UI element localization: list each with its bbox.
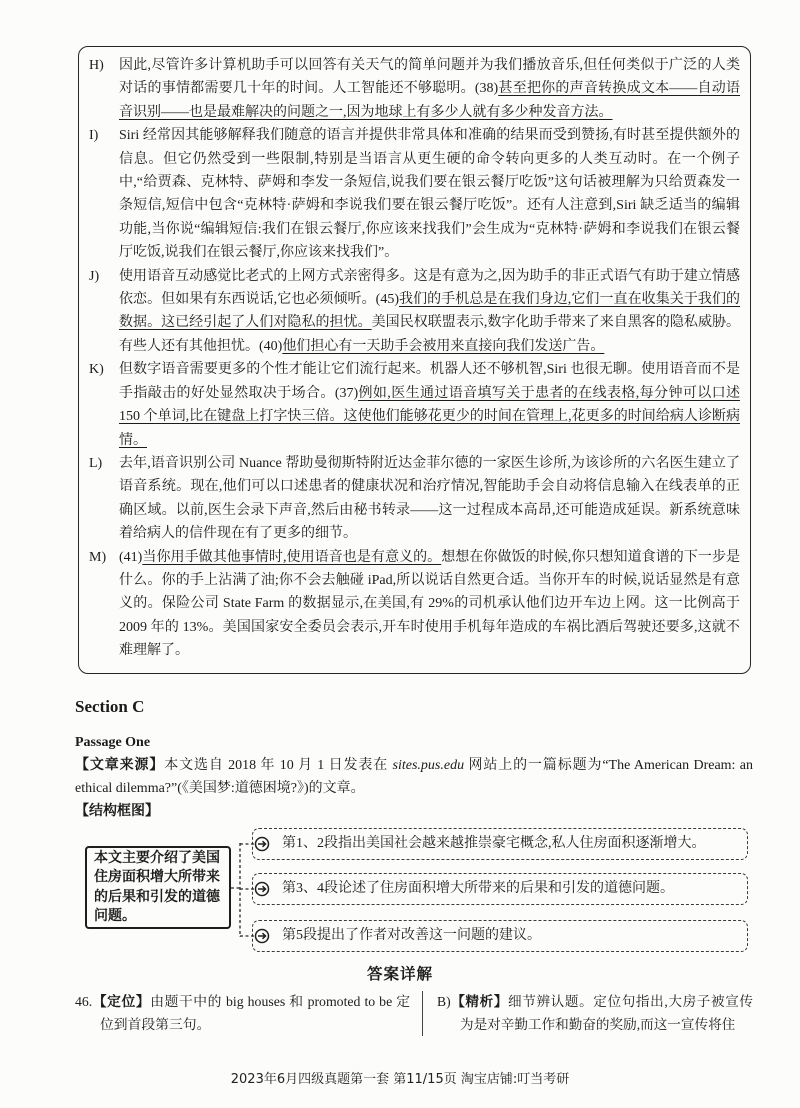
paragraph-text bbox=[119, 265, 740, 359]
passage-title: Passage One bbox=[75, 735, 151, 750]
paragraph-text bbox=[119, 54, 740, 124]
text-segment: (41) bbox=[119, 549, 143, 565]
structure-summary-box: 本文主要介绍了美国住房面积增大所带来的后果和引发的道德问题。 bbox=[85, 846, 231, 929]
text-segment: 使用语音互动感觉比老式的上网方式亲密得多。这是有意为之,因为助手的非正式语气有助于建立情感依恋。但如果有东西说话,它也必须倾听。(45) bbox=[119, 268, 740, 308]
text-segment: 因此,尽管许多计算机助手可以回答有关天气的简单问题并为我们播放音乐,但任何类似于广泛的人类对话的事情都需要几十年的时间。人工智能还不够聪明。(38) bbox=[119, 58, 740, 97]
page-footer: 2023年6月四级真题第一套 第11/15页 淘宝店铺:叮当考研 bbox=[230, 1072, 570, 1087]
answer-letter: B) bbox=[437, 994, 451, 1009]
text-segment: 去年,语音识别公司 Nuance 帮助曼彻斯特附近达金菲尔德的一家医生诊所,为该诊所的六名医生建立了语音系统。现在,他们可以口述患者的健康状况和治疗情况,智能助手会自动将信息输入在线表单的正确区域。以前,医生会录下声音,然后由秘书转录——这一过程成本高昂,还可能造成延误。新系统意味着给病人的信件现在有了更多的细节。 bbox=[119, 455, 740, 542]
paragraph-k bbox=[89, 358, 740, 452]
paragraph-l bbox=[89, 452, 740, 546]
structure-point-3: 第5段提出了作者对改善这一问题的建议。 bbox=[252, 920, 748, 952]
section-title: Section C bbox=[75, 697, 145, 716]
paragraph-label: L) bbox=[89, 455, 103, 471]
paragraph-text bbox=[119, 124, 740, 264]
paragraph-text bbox=[119, 358, 740, 452]
structure-point-2: 第3、4段论述了住房面积增大所带来的后果和引发的道德问题。 bbox=[252, 873, 748, 905]
analysis-tag: 【精析】 bbox=[450, 994, 509, 1009]
structure-point-1: 第1、2段指出美国社会越来越推崇豪宅概念,私人住房面积逐渐增大。 bbox=[252, 828, 748, 860]
passage-box bbox=[78, 46, 751, 674]
underlined-sentence: 他们担心有一天助手会被用来直接向我们发送广告。 bbox=[282, 338, 605, 354]
structure-heading: 【结构框图】 bbox=[75, 804, 159, 819]
locate-tag: 【定位】 bbox=[92, 994, 151, 1009]
arrow-circle-icon bbox=[256, 883, 269, 896]
paragraph-text bbox=[119, 452, 740, 546]
text-segment: 想想在你做饭的时候,你只想知道食谱的下一步是什么。你的手上沾满了油;你不会去触碰 iPad,所以说话自然更合适。当你开车的时候,说话显然是有意义的。保险公司 State Farm 的数据显示,在美国,有 29%的司机承认他们边开车边上网。这一比例高于 2009 年的 13%。美国国家安全委员会表示,开车时使用手机每年造成的车祸比酒后驾驶还要多,这就不难理解了。 bbox=[119, 549, 741, 659]
paragraph-label: J) bbox=[89, 268, 100, 284]
structure-connector bbox=[225, 820, 275, 960]
source-text: 本文选自 2018 年 10 月 1 日发表在 bbox=[164, 758, 393, 773]
question-46-analysis bbox=[437, 990, 753, 1036]
text-segment: 美国民权联盟表示,数字化助手带来了来自黑客的隐私威胁。有些人还有其他担忧。(40) bbox=[119, 315, 741, 354]
source-tag: 【文章来源】 bbox=[75, 758, 165, 773]
answers-heading: 答案详解 bbox=[366, 966, 433, 983]
underlined-sentence: 例如,医生通过语音填写关于患者的在线表格,每分钟可以口述 150 个单词,比在键盘上打字快三倍。这使他们能够花更少的时间在管理上,花更多的时间给病人诊断病情。 bbox=[119, 385, 740, 448]
paragraph-text bbox=[119, 546, 740, 663]
text-segment: Siri 经常因其能够解释我们随意的语言并提供非常具体和准确的结果而受到赞扬,有时甚至提供额外的信息。但它仍然受到一些限制,特别是当语言从更生硬的命令转向更多的人类互动时。在一个例子中,“给贾森、克林特、萨姆和李发一条短信,说我们要在银云餐厅吃饭”这句话被理解为只给贾森发一条短信,短信中包含“克林特·萨姆和李说我们要在银云餐厅吃饭”。还有人注意到,Siri 缺乏适当的编辑功能,当你说“编辑短信:我们在银云餐厅,你应该来找我们”会生成为“克林特·萨姆和李说我们在银云餐厅吃饭,说我们在银云餐厅,你应该来找我们”。 bbox=[119, 128, 740, 261]
source-site: sites.pus.edu bbox=[392, 758, 465, 773]
question-46-locate bbox=[75, 990, 410, 1036]
text-segment: 但数字语音需要更多的个性才能让它们流行起来。机器人还不够机智,Siri 也很无聊。使用语音而不是手指敲击的好处显然取决于场合。(37) bbox=[119, 362, 740, 401]
paragraph-label: I) bbox=[89, 128, 99, 144]
article-source bbox=[75, 754, 753, 800]
paragraph-m bbox=[89, 546, 740, 663]
underlined-sentence: 甚至把你的声音转换成文本——自动语音识别——也是最难解决的问题之一,因为地球上有多少人就有多少种发音方法。 bbox=[119, 81, 741, 120]
underlined-sentence: 我们的手机总是在我们身边,它们一直在收集关于我们的数据。这已经引起了人们对隐私的担忧。 bbox=[119, 292, 741, 331]
underlined-sentence: 当你用手做其他事情时,使用语音也是有意义的。 bbox=[142, 549, 442, 565]
paragraph-label: K) bbox=[89, 362, 104, 378]
source-text: 网站上的一篇标题为“The American Dream: an ethical dilemma?”(《美国梦:道德困境?》)的文章。 bbox=[75, 758, 754, 796]
connector-lines bbox=[231, 843, 255, 937]
paragraph-label: H) bbox=[89, 58, 104, 73]
paragraph-j bbox=[89, 265, 740, 359]
arrow-circle-icon bbox=[256, 838, 269, 851]
locate-text: 由题干中的 big houses 和 promoted to be 定位到首段第三句。 bbox=[100, 994, 411, 1032]
column-divider bbox=[422, 991, 423, 1036]
arrow-circle-icon bbox=[256, 930, 269, 943]
paragraph-h bbox=[89, 54, 740, 124]
question-number: 46. bbox=[75, 994, 93, 1009]
analysis-text: 细节辨认题。定位句指出,大房子被宣传为是对辛勤工作和勤奋的奖励,而这一宣传将住 bbox=[460, 994, 753, 1032]
paragraph-label: M) bbox=[89, 549, 107, 565]
paragraph-i bbox=[89, 124, 740, 264]
